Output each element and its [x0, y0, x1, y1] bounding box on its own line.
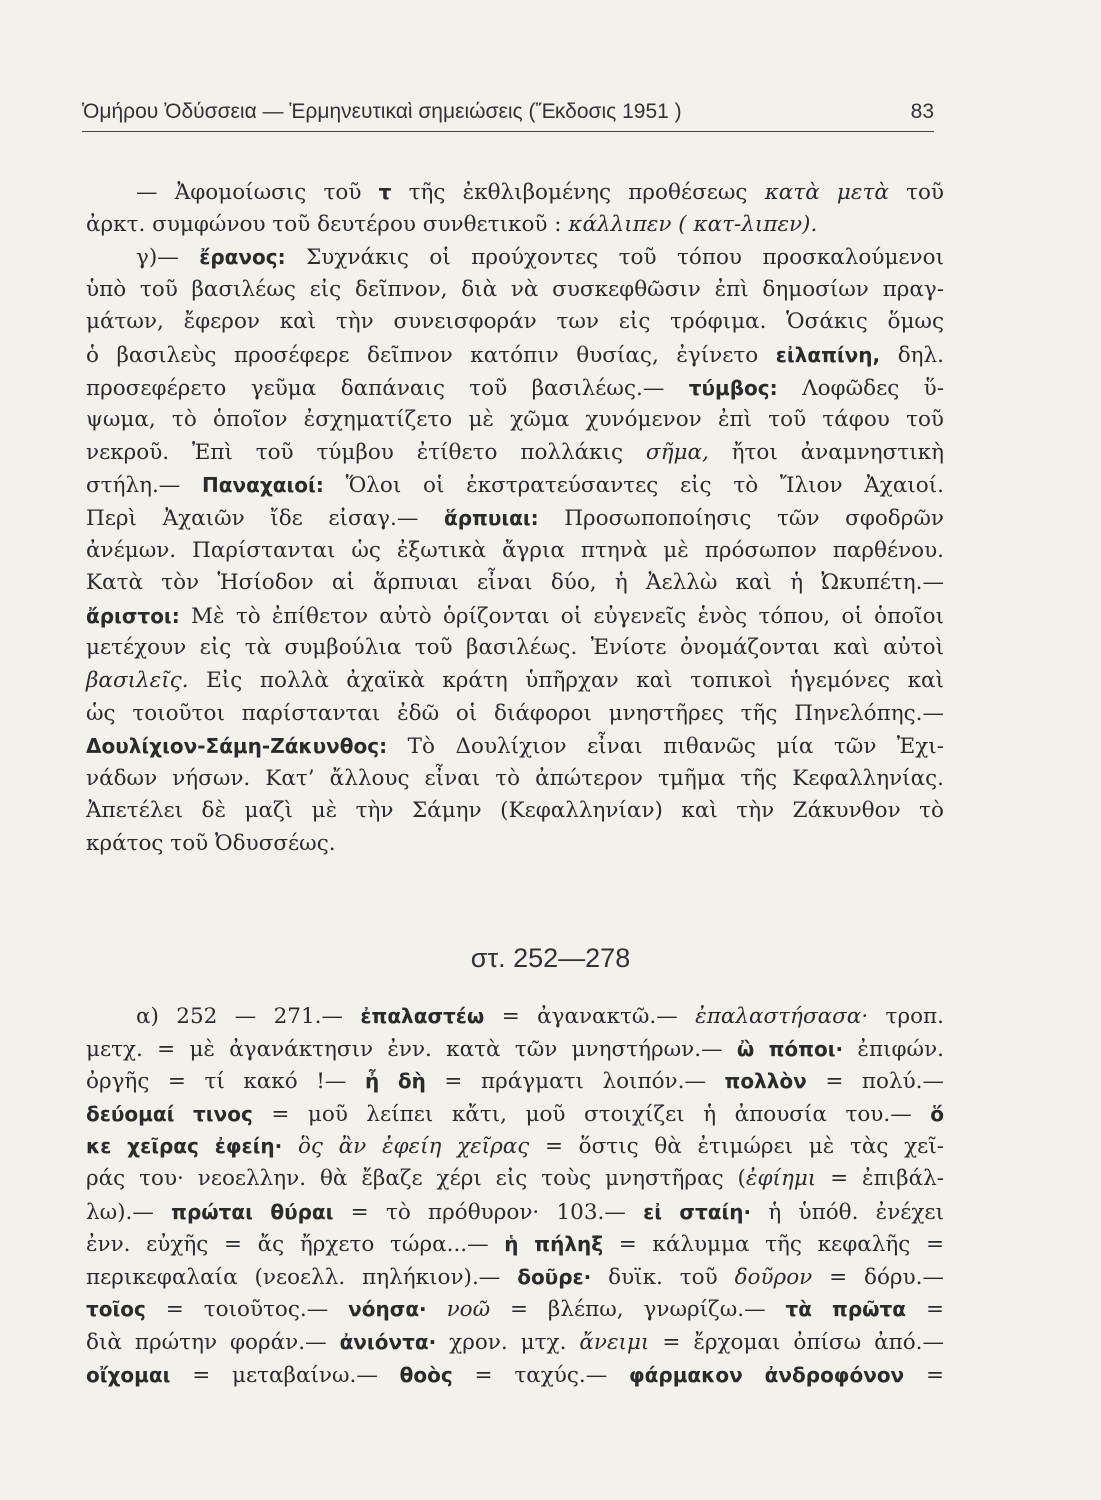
text-segment: = ταχύς.—: [452, 1362, 629, 1388]
lemma-term: εἰλαπίνη,: [775, 342, 881, 367]
italic-term: ἄνειμι: [579, 1329, 650, 1355]
lemma-term: ἅρπυιαι:: [443, 505, 539, 530]
text-line: [86, 535, 944, 568]
text-line: [86, 632, 944, 665]
text-line: [86, 404, 944, 437]
text-segment: =: [906, 1297, 944, 1323]
text-segment: χρον. μτχ.: [436, 1329, 580, 1355]
text-segment: = βλέπω, γνωρίζω.—: [490, 1297, 786, 1323]
lemma-term: δοῦρε·: [517, 1264, 592, 1289]
text-segment: = ἔρχομαι ὀπίσω ἀπό.—: [649, 1329, 945, 1355]
text-line: [86, 176, 944, 209]
header-rule: [82, 131, 934, 132]
text-segment: μετχ. = μὲ ἀγανάκτησιν ἐνν. κατὰ τῶν μνηστήρων.—: [86, 1036, 737, 1062]
text-segment: = μεταβαίνω.—: [170, 1362, 400, 1388]
italic-term: σῆμα,: [645, 439, 709, 465]
text-line: [86, 1033, 944, 1066]
text-segment: Τὸ Δουλίχιον εἶναι πιθανῶς μία τῶν Ἐχι-: [387, 734, 944, 760]
text-line: [86, 1326, 944, 1359]
lemma-term: ἦ δὴ: [364, 1069, 426, 1094]
text-segment: λω).—: [86, 1199, 172, 1225]
text-line: [86, 306, 944, 339]
text-segment: Λοφῶδες ὕ-: [777, 375, 944, 401]
lemma-term: εἰ σταίη·: [643, 1199, 752, 1224]
text-line: [86, 339, 944, 372]
text-segment: μετέχουν εἰς τὰ συμβούλια τοῦ βασιλέως. Ἐνίοτε ὀνομάζονται καὶ αὐτοὶ: [86, 635, 944, 661]
text-segment: γ)—: [136, 245, 200, 271]
lemma-term: ἄριστοι:: [86, 603, 180, 628]
lemma-term: οἴχομαι: [86, 1362, 171, 1387]
text-segment: = κάλυμμα τῆς κεφαλῆς =: [603, 1232, 944, 1258]
text-segment: δυϊκ. τοῦ: [591, 1264, 735, 1290]
text-segment: Περὶ Ἀχαιῶν ἴδε εἰσαγ.—: [86, 505, 444, 531]
text-segment: νεκροῦ. Ἐπὶ τοῦ τύμβου ἐτίθετο πολλάκις: [86, 439, 646, 465]
text-segment: δηλ.: [880, 342, 944, 368]
text-line: [86, 828, 944, 861]
text-line: [86, 437, 944, 470]
text-segment: προσεφέρετο γεῦμα δαπάναις τοῦ βασιλέως.—: [86, 375, 689, 401]
lemma-term: τοῖος: [86, 1297, 146, 1322]
text-segment: ἡ ὑπόθ. ἐνέχει: [751, 1199, 945, 1225]
text-segment: ἐπιφών.: [843, 1036, 944, 1062]
text-segment: στήλη.—: [86, 473, 203, 499]
text-segment: ἀρκτ. συμφώνου τοῦ δευτέρου συνθετικοῦ :: [86, 211, 569, 237]
text-segment: ὡς τοιοῦτοι παρίστανται ἐδῶ οἱ διάφοροι μνηστῆρες τῆς Πηνελόπης.—: [86, 700, 944, 726]
text-segment: [427, 1297, 447, 1322]
text-segment: = πολύ.—: [806, 1069, 944, 1095]
text-line: [86, 502, 944, 535]
text-line: [86, 730, 944, 763]
text-segment: ψωμα, τὸ ὁποῖον ἐσχηματίζετο μὲ χῶμα χυνόμενον ἐπὶ τοῦ τάφου τοῦ: [86, 407, 944, 433]
text-segment: Προσωποποίησις τῶν σφοδρῶν: [538, 505, 944, 531]
text-segment: ἤτοι ἀναμνηστικὴ: [708, 439, 944, 465]
lemma-term: ἔρανος:: [199, 245, 286, 270]
text-segment: = ἐπιβάλ-: [816, 1165, 944, 1191]
text-line: [86, 274, 944, 307]
text-line: [86, 1261, 944, 1294]
text-line: [86, 1000, 944, 1033]
italic-term: ἐφίημι: [745, 1165, 817, 1191]
text-segment: ράς του· νεοελλην. θὰ ἔβαζε χέρι εἰς τοὺς μνηστῆρας (: [86, 1165, 746, 1191]
text-segment: διὰ πρώτην φοράν.—: [86, 1329, 340, 1355]
text-line: [86, 1065, 944, 1098]
lemma-term: Παναχαιοί:: [202, 473, 324, 498]
text-segment: ἐνν. εὐχῆς = ἄς ἤρχετο τώρα...—: [86, 1232, 505, 1258]
text-segment: Συχνάκις οἱ προύχοντες τοῦ τόπου προσκαλούμενοι: [285, 245, 944, 271]
italic-term: δοῦρον: [734, 1264, 813, 1290]
text-line: [86, 209, 944, 242]
text-segment: Ὅλοι οἱ ἐκστρατεύσαντες εἰς τὸ Ἴλιον Ἀχαιοί.: [323, 473, 944, 499]
lemma-term: νόησα·: [348, 1297, 427, 1322]
text-segment: = δόρυ.—: [812, 1264, 944, 1290]
text-segment: = ἀγανακτῶ.—: [484, 1004, 696, 1029]
text-segment: Ἀπετέλει δὲ μαζὶ μὲ τὴν Σάμην (Κεφαλληνίαν) καὶ τὴν Ζάκυνθον τὸ: [86, 798, 944, 824]
text-segment: νάδων νήσων. Κατ’ ἄλλους εἶναι τὸ ἀπώτερον τμῆμα τῆς Κεφαλληνίας.: [86, 765, 944, 791]
commentary-block-2: [86, 1000, 944, 1391]
italic-term: ἐπαλαστήσασα·: [695, 1004, 869, 1029]
text-line: [86, 1359, 944, 1392]
running-head: [82, 100, 934, 124]
section-heading: στ. 252—278: [470, 943, 631, 973]
text-line: [86, 1196, 944, 1229]
text-segment: Εἰς πολλὰ ἀχαϊκὰ κράτη ὑπῆρχαν καὶ τοπικοὶ ἡγεμόνες καὶ: [188, 667, 944, 693]
text-line: [86, 665, 944, 698]
lemma-term: θοὸς: [399, 1362, 453, 1387]
text-line: [86, 600, 944, 633]
italic-term: ὃς ἂν ἐφείη χεῖρας: [297, 1134, 530, 1160]
text-segment: = τὸ πρόθυρον· 103.—: [333, 1199, 644, 1225]
text-line: [86, 763, 944, 796]
text-segment: Μὲ τὸ ἐπίθετον αὐτὸ ὁρίζονται οἱ εὐγενεῖς ἑνὸς τόπου, οἱ ὁποῖοι: [179, 603, 944, 629]
text-segment: α) 252 — 271.—: [136, 1004, 361, 1029]
text-segment: ὀργῆς = τί κακό !—: [86, 1069, 365, 1095]
text-segment: ὑπὸ τοῦ βασιλέως εἰς δεῖπνον, διὰ νὰ συσκεφθῶσιν ἐπὶ δημοσίων πραγ-: [86, 276, 944, 302]
lemma-term: τ: [378, 180, 392, 204]
text-segment: = ὅστις θὰ ἐτιμώρει μὲ τὰς χεῖ-: [529, 1134, 945, 1160]
lemma-term: ὅ: [930, 1101, 944, 1126]
lemma-term: ὢ πόποι·: [736, 1036, 844, 1061]
lemma-term: ἀνιόντα·: [339, 1329, 437, 1354]
text-segment: περικεφαλαία (νεοελλ. πηλήκιον).—: [86, 1264, 518, 1290]
italic-term: νοῶ: [446, 1297, 491, 1323]
lemma-term: φάρμακον ἀνδροφόνον: [629, 1362, 905, 1387]
text-segment: μάτων, ἔφερον καὶ τὴν συνεισφοράν των εἰς τρόφιμα. Ὁσάκις ὅμως: [86, 309, 944, 335]
lemma-term: ἡ πήληξ: [504, 1232, 604, 1257]
text-segment: [282, 1134, 298, 1159]
text-segment: =: [904, 1362, 944, 1388]
lemma-term: τύμβος:: [688, 375, 778, 400]
lemma-term: πολλὸν: [724, 1069, 807, 1094]
text-segment: = πράγματι λοιπόν.—: [425, 1069, 725, 1095]
text-line: [86, 698, 944, 731]
text-segment: κράτος τοῦ Ὀδυσσέως.: [86, 830, 336, 856]
text-segment: τροπ.: [868, 1004, 944, 1029]
text-segment: = μοῦ λείπει κἄτι, μοῦ στοιχίζει ἡ ἀπουσία του.—: [252, 1101, 931, 1127]
text-line: [86, 795, 944, 828]
lemma-term: ἐπαλαστέω: [360, 1004, 485, 1028]
text-line: [86, 469, 944, 502]
italic-term: κάλλιπεν ( κατ-λιπεν).: [568, 211, 818, 237]
lemma-term: Δουλίχιον-Σάμη-Ζάκυνθος:: [86, 734, 388, 759]
page-number: 83: [910, 100, 934, 123]
lemma-term: κε χεῖρας ἐφείη·: [86, 1134, 283, 1159]
text-line: [86, 372, 944, 405]
text-segment: τοῦ: [888, 180, 944, 205]
italic-term: βασιλεῖς.: [86, 667, 189, 693]
text-segment: Κατὰ τὸν Ἡσίοδον αἱ ἅρπυιαι εἶναι δύο, ἡ Ἀελλὼ καὶ ἡ Ὠκυπέτη.—: [86, 570, 944, 596]
lemma-term: δεύομαί τινος: [86, 1101, 253, 1126]
text-segment: τῆς ἐκθλιβομένης προθέσεως: [391, 180, 765, 205]
text-line: [86, 1293, 944, 1326]
text-line: [86, 1130, 944, 1163]
running-head-title: Ὁμήρου Ὀδύσσεια — Ἑρμηνευτικαὶ σημειώσεις (Ἔκδοσις 1951 ): [82, 100, 682, 123]
text-segment: ὁ βασιλεὺς προσέφερε δεῖπνον κατόπιν θυσίας, ἐγίνετο: [86, 342, 776, 368]
text-line: [86, 1228, 944, 1261]
text-segment: — Ἀφομοίωσις τοῦ: [136, 180, 379, 205]
text-line: [86, 1098, 944, 1131]
lemma-term: τὰ πρῶτα: [785, 1297, 907, 1322]
text-line: [86, 241, 944, 274]
text-segment: = τοιοῦτος.—: [145, 1297, 349, 1323]
text-line: [86, 567, 944, 600]
text-segment: ἀνέμων. Παρίστανται ὡς ἐξωτικὰ ἄγρια πτηνὰ μὲ πρόσωπον παρθένου.: [86, 537, 944, 563]
lemma-term: πρώται θύραι: [171, 1199, 334, 1224]
italic-term: κατὰ μετὰ: [764, 180, 889, 205]
commentary-block-1: [86, 176, 944, 860]
text-line: [86, 1163, 944, 1196]
